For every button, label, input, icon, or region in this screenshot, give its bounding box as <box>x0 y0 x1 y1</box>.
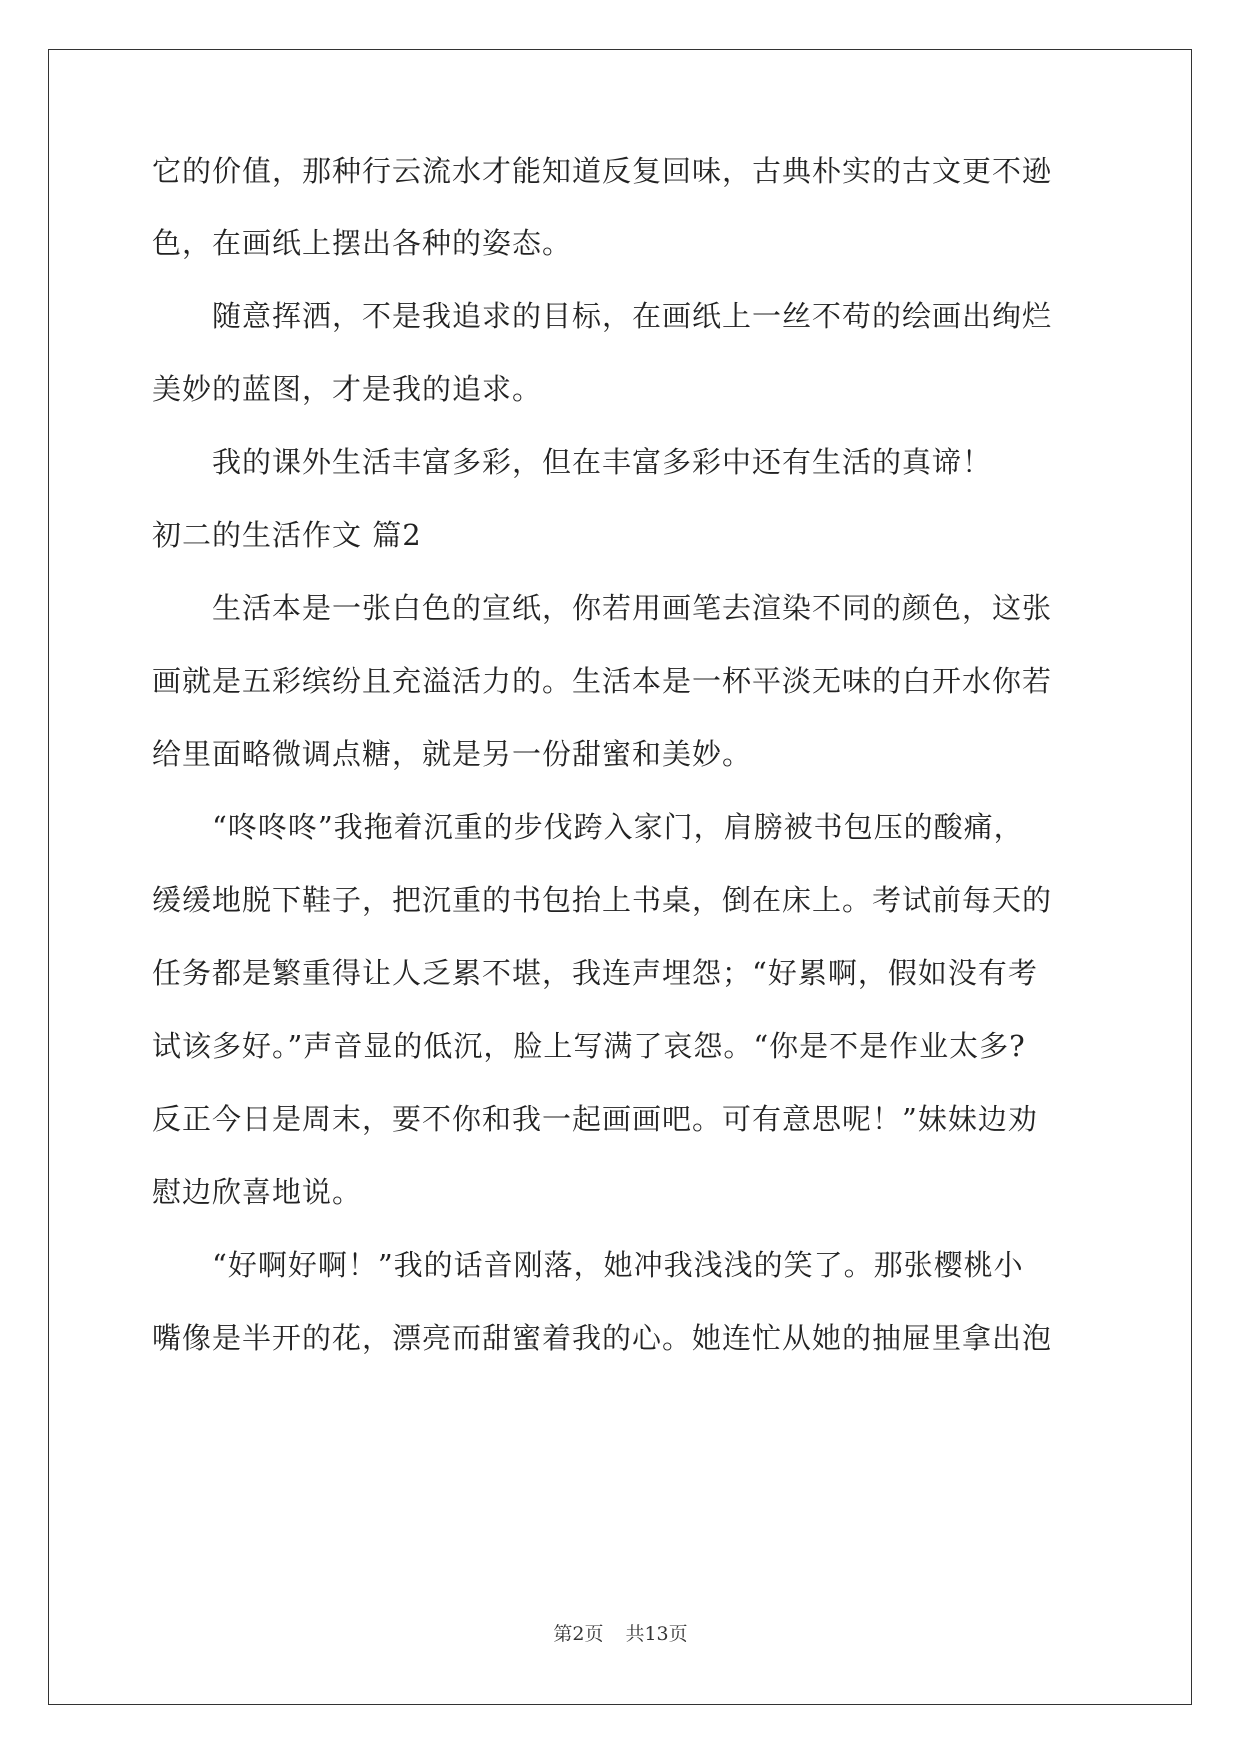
text-line: 反正今日是周末，要不你和我一起画画吧。可有意思呢！”妹妹边劝 <box>152 1102 1038 1136</box>
text-line: 慰边欣喜地说。 <box>152 1175 363 1209</box>
page-footer <box>0 1622 1241 1646</box>
text-line: 给里面略微调点糖，就是另一份甜蜜和美妙。 <box>152 737 753 771</box>
text-line: 美妙的蓝图，才是我的追求。 <box>152 372 543 406</box>
text-line: 试该多好。”声音显的低沉，脸上写满了哀怨。“你是不是作业太多? <box>152 1029 1026 1063</box>
text-line: 缓缓地脱下鞋子，把沉重的书包抬上书桌，倒在床上。考试前每天的 <box>152 883 1053 917</box>
text-line: 生活本是一张白色的宣纸，你若用画笔去渲染不同的颜色，这张 <box>152 591 1053 625</box>
text-line: “咚咚咚”我拖着沉重的步伐跨入家门，肩膀被书包压的酸痛， <box>152 810 1024 844</box>
section-heading: 初二的生活作文 篇2 <box>152 518 422 552</box>
text-line: 嘴像是半开的花，漂亮而甜蜜着我的心。她连忙从她的抽屉里拿出泡 <box>152 1321 1053 1355</box>
page-number: 第2页 <box>553 1623 604 1645</box>
text-line: 任务都是繁重得让人乏累不堪，我连声埋怨；“好累啊，假如没有考 <box>152 956 1038 990</box>
text-line: 随意挥洒，不是我追求的目标，在画纸上一丝不苟的绘画出绚烂 <box>152 299 1053 333</box>
text-line: 画就是五彩缤纷且充溢活力的。生活本是一杯平淡无味的白开水你若 <box>152 664 1053 698</box>
text-line: 色，在画纸上摆出各种的姿态。 <box>152 226 573 260</box>
text-line: 它的价值，那种行云流水才能知道反复回味，古典朴实的古文更不逊 <box>152 154 1053 188</box>
text-line: “好啊好啊！”我的话音刚落，她冲我浅浅的笑了。那张樱桃小 <box>152 1248 1024 1282</box>
text-line: 我的课外生活丰富多彩，但在丰富多彩中还有生活的真谛！ <box>152 445 993 479</box>
page-total: 共13页 <box>625 1623 688 1645</box>
